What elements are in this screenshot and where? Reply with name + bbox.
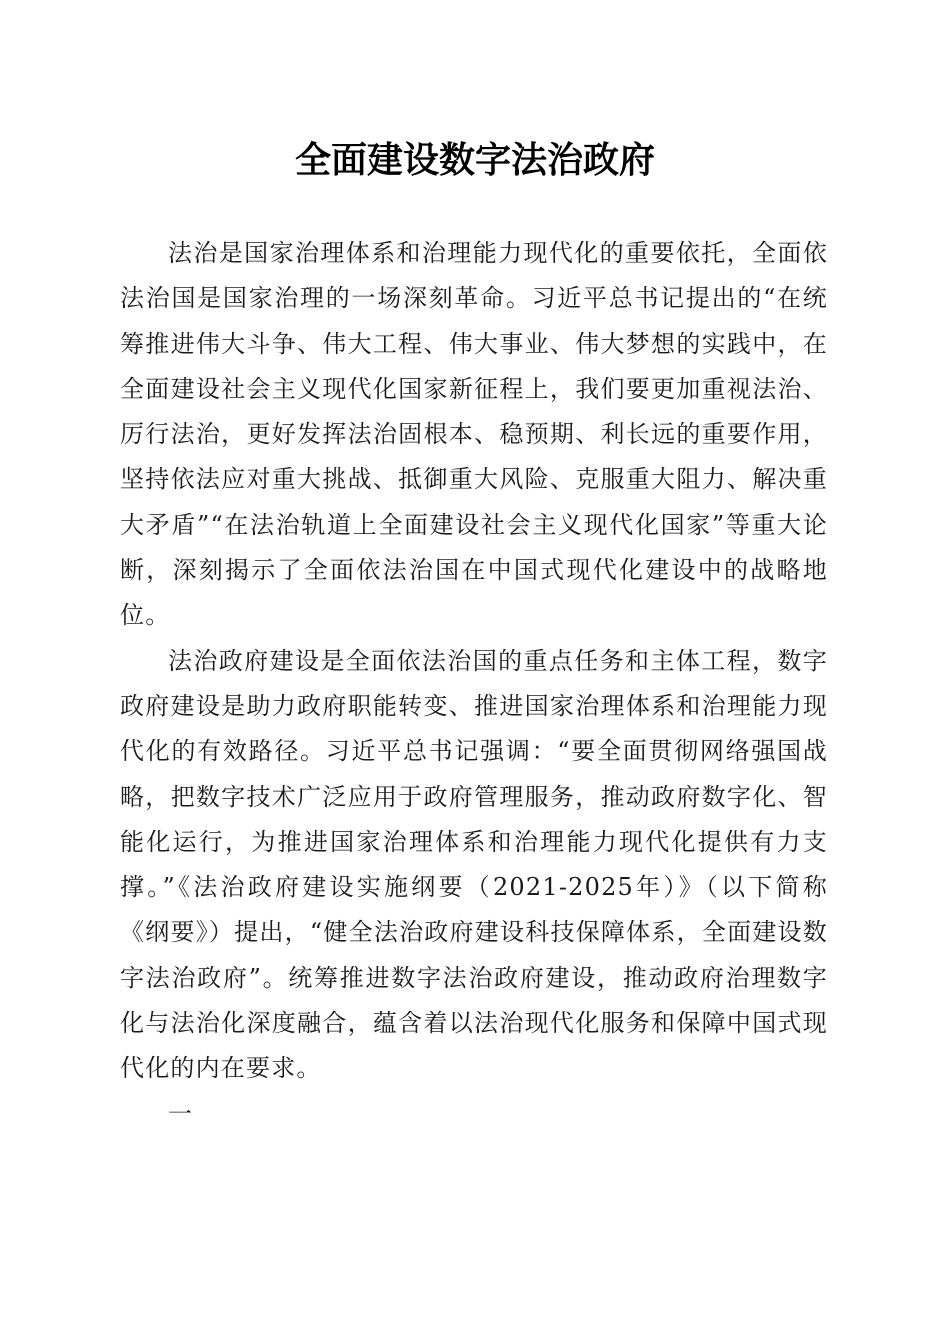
document-title: 全面建设数字法治政府 — [294, 139, 655, 181]
paragraph-1: 法治是国家治理体系和治理能力现代化的重要依托，全面依法治国是国家治理的一场深刻革命。习近平总书记提出的“在统筹推进伟大斗争、伟大工程、伟大事业、伟大梦想的实践中，在全面建设社会主义现代化国家新征程上，我们要更加重视法治、厉行法治，更好发挥法治固根本、稳预期、利长远的重要作用，坚持依法应对重大挑战、抵御重大风险、克服重大阻力、解决重大矛盾”“在法治轨道上全面建设社会主义现代化国家”等重大论断，深刻揭示了全面依法治国在中国式现代化建设中的战略地位。 — [120, 239, 828, 630]
section-number: 一 — [168, 1099, 194, 1128]
paragraph-2: 法治政府建设是全面依法治国的重点任务和主体工程，数字政府建设是助力政府职能转变、推进国家治理体系和治理能力现代化的有效路径。习近平总书记强调：“要全面贯彻网络强国战略，把数字技术广泛应用于政府管理服务，推动政府数字化、智能化运行，为推进国家治理体系和治理能力现代化提供有力支撑。”《法治政府建设实施纲要（2021-2025年）》（以下简称《纲要》）提出，“健全法治政府建设科技保障体系，全面建设数字法治政府”。统筹推进数字法治政府建设，推动政府治理数字化与法治化深度融合，蕴含着以法治现代化服务和保障中国式现代化的内在要求。 — [120, 646, 828, 1083]
document-body — [120, 231, 828, 1137]
